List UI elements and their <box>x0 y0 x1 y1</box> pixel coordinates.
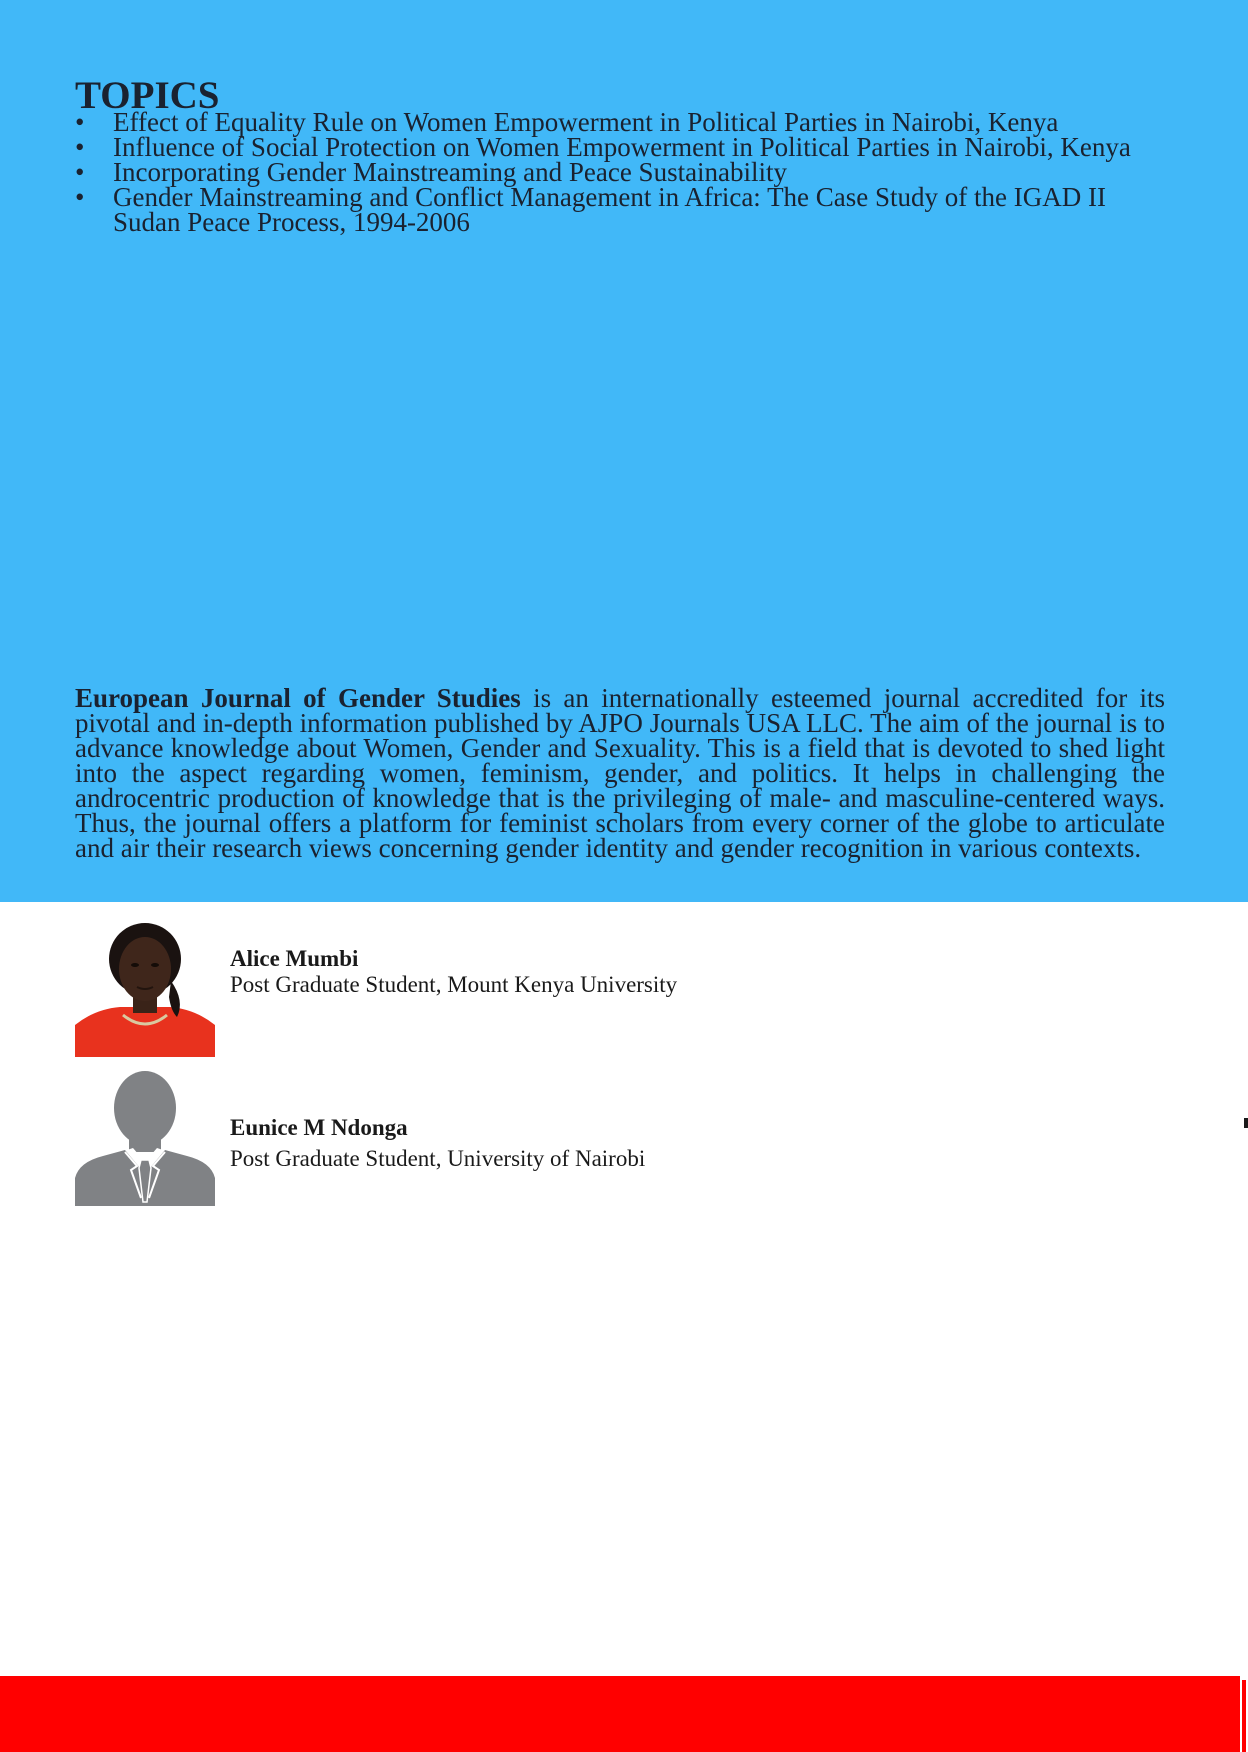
author-name: Alice Mumbi <box>230 946 359 971</box>
topic-item: • Incorporating Gender Mainstreaming and Peace Sustainability <box>75 160 1175 185</box>
author-name: Eunice M Ndonga <box>230 1115 408 1140</box>
author-photo <box>75 921 215 1057</box>
footer-edge-line <box>1242 1680 1246 1752</box>
topic-item: • Effect of Equality Rule on Women Empowerment in Political Parties in Nairobi, Kenya <box>75 110 1175 135</box>
author-affiliation: Post Graduate Student, University of Nairobi <box>230 1146 646 1171</box>
journal-description <box>75 683 1165 863</box>
journal-name: European Journal of Gender Studies <box>75 683 521 713</box>
topic-item: • Influence of Social Protection on Women Empowerment in Political Parties in Nairobi, Kenya <box>75 135 1175 160</box>
person-silhouette-icon <box>75 1070 215 1206</box>
topics-list <box>75 107 1175 237</box>
topic-item: • Gender Mainstreaming and Conflict Management in Africa: The Case Study of the IGAD II Sudan Peace Process, 1994-2006 <box>75 185 1175 235</box>
author-affiliation: Post Graduate Student, Mount Kenya University <box>230 972 678 997</box>
footer-band <box>0 1676 1240 1752</box>
journal-description-text: is an internationally esteemed journal accredited for its pivotal and in-depth information published by AJPO Journals USA LLC. The aim of the journal is to advance knowledge about Women, Gender and Sexuality. This is a field that is devoted to shed light into the aspect regarding women, feminism, gender, and politics. It helps in challenging the androcentric production of knowledge that is the privileging of male- and masculine-centered ways. Thus, the journal offers a platform for feminist scholars from every corner of the globe to articulate and air their research views concerning gender identity and gender recognition in various contexts. <box>75 683 1165 863</box>
topics-title: TOPICS <box>75 74 220 117</box>
edge-mark <box>1244 1118 1248 1128</box>
